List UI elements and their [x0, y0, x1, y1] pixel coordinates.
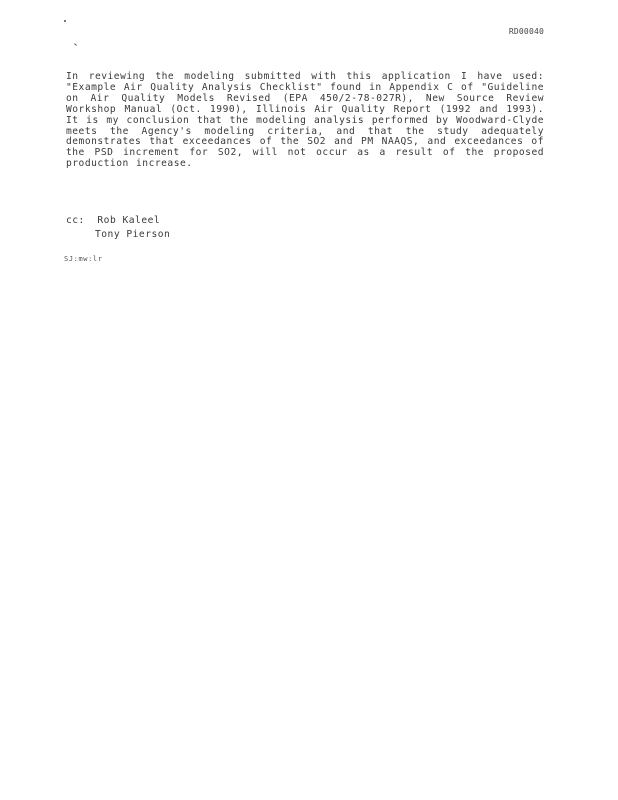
- document-id: RD00040: [508, 27, 544, 36]
- body-paragraph: In reviewing the modeling submitted with this application I have used: "Example Air Quality Analysis Checklist" found in Appendix C of "Guideline on Air Quality Models Revised (EPA 450/2-78-027R), New Source Review Workshop Manual (Oct. 1990), Illinois Air Quality Report (1992 and 1993). It is my conclusion that the modeling analysis performed by Woodward-Clyde meets the Agency's modeling criteria, and that the study adequately demonstrates that exceedances of the SO2 and PM NAAQS, and exceedances of the PSD increment for SO2, will not occur as a result of the proposed production increase.: [66, 71, 544, 170]
- scan-tick-mark: [74, 43, 77, 46]
- cc-label: cc:: [66, 215, 85, 226]
- cc-row-second: [66, 228, 170, 242]
- cc-row-first: [66, 214, 170, 228]
- typist-initials: SJ:mw:lr: [64, 255, 103, 263]
- cc-recipient: Tony Pierson: [95, 229, 171, 240]
- scan-speck: [64, 20, 66, 22]
- cc-block: [66, 214, 170, 242]
- cc-recipient: Rob Kaleel: [97, 215, 161, 226]
